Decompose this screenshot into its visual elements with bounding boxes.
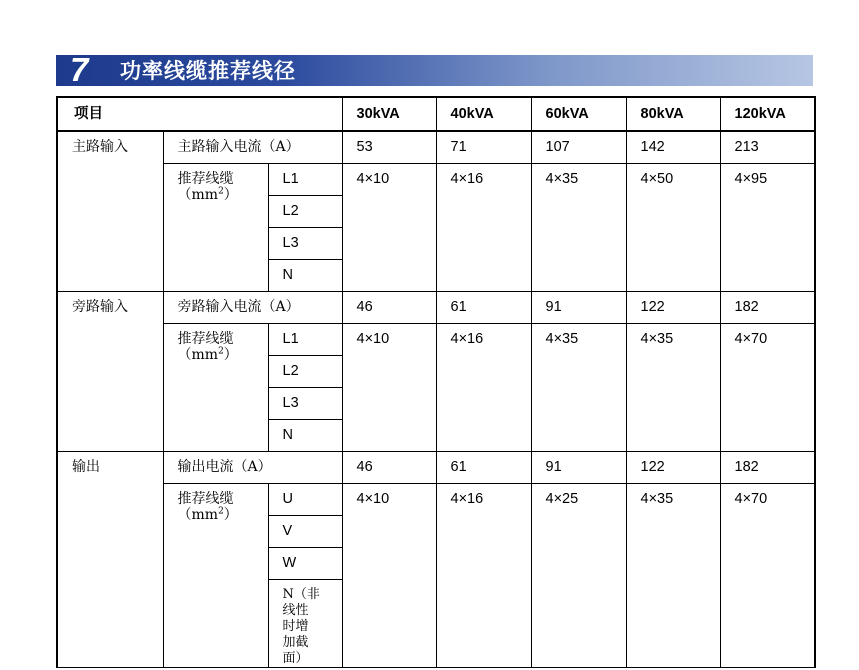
section-title: 功率线缆推荐线径 xyxy=(120,59,296,83)
main-input-cable-60: 4×35 xyxy=(531,163,626,291)
bypass-input-phase-l2: L2 xyxy=(268,355,342,387)
bypass-input-cable-30: 4×10 xyxy=(342,323,436,451)
section-number: 7 xyxy=(70,51,89,88)
bypass-input-phase-l1: L1 xyxy=(268,323,342,355)
cable-unit-sup: 2 xyxy=(218,505,224,516)
bypass-input-cable-60: 4×35 xyxy=(531,323,626,451)
main-input-phase-l1: L1 xyxy=(268,163,342,195)
bypass-input-phase-n: N xyxy=(268,419,342,451)
bypass-input-phase-l3: L3 xyxy=(268,387,342,419)
output-phase-n-nonlinear xyxy=(268,579,342,667)
cable-unit: （mm xyxy=(177,346,219,363)
table-row xyxy=(57,451,815,483)
header-col-60kva: 60kVA xyxy=(531,97,626,131)
header-col-80kva: 80kVA xyxy=(626,97,720,131)
cable-label-line1: 推荐线缆 xyxy=(177,330,234,347)
output-current-60: 91 xyxy=(531,451,626,483)
header-col-120kva: 120kVA xyxy=(720,97,815,131)
bypass-input-current-label: 旁路输入电流（A） xyxy=(163,291,342,323)
output-cable-30: 4×10 xyxy=(342,483,436,667)
n-note-line3: 时增 xyxy=(282,618,309,634)
output-current-40: 61 xyxy=(436,451,531,483)
main-input-current-60: 107 xyxy=(531,131,626,163)
bypass-input-current-80: 122 xyxy=(626,291,720,323)
output-current-30: 46 xyxy=(342,451,436,483)
bypass-input-current-40: 61 xyxy=(436,291,531,323)
bypass-input-label: 旁路输入 xyxy=(57,291,163,451)
n-note-line1: N（非 xyxy=(282,586,320,602)
main-input-cable-80: 4×50 xyxy=(626,163,720,291)
output-phase-w: W xyxy=(268,547,342,579)
cable-label-line2 xyxy=(178,187,238,203)
output-phase-u: U xyxy=(268,483,342,515)
output-cable-120: 4×70 xyxy=(720,483,815,667)
output-label: 输出 xyxy=(57,451,163,667)
cable-unit-close: ） xyxy=(223,186,238,203)
bypass-input-current-30: 46 xyxy=(342,291,436,323)
main-input-cable-label xyxy=(163,163,268,291)
bypass-input-current-120: 182 xyxy=(720,291,815,323)
main-input-current-120: 213 xyxy=(720,131,815,163)
output-current-80: 122 xyxy=(626,451,720,483)
cable-spec-table xyxy=(56,96,816,668)
table-row xyxy=(57,483,815,515)
bypass-input-cable-80: 4×35 xyxy=(626,323,720,451)
output-cable-40: 4×16 xyxy=(436,483,531,667)
cable-label-line1: 推荐线缆 xyxy=(177,170,234,187)
bypass-input-cable-40: 4×16 xyxy=(436,323,531,451)
output-cable-80: 4×35 xyxy=(626,483,720,667)
main-input-current-label: 主路输入电流（A） xyxy=(163,131,342,163)
main-input-current-40: 71 xyxy=(436,131,531,163)
table-row xyxy=(57,291,815,323)
output-current-label: 输出电流（A） xyxy=(163,451,342,483)
table-row xyxy=(57,163,815,195)
bypass-input-cable-120: 4×70 xyxy=(720,323,815,451)
main-input-phase-l2: L2 xyxy=(268,195,342,227)
main-input-phase-l3: L3 xyxy=(268,227,342,259)
main-input-cable-40: 4×16 xyxy=(436,163,531,291)
cable-label-line2 xyxy=(178,507,238,523)
cable-unit-close: ） xyxy=(223,506,238,523)
cable-unit: （mm xyxy=(177,506,219,523)
n-note-line5: 面） xyxy=(282,650,309,666)
cable-unit: （mm xyxy=(177,186,219,203)
bypass-input-current-60: 91 xyxy=(531,291,626,323)
header-item: 项目 xyxy=(57,97,342,131)
table-row xyxy=(57,323,815,355)
main-input-cable-30: 4×10 xyxy=(342,163,436,291)
main-input-current-30: 53 xyxy=(342,131,436,163)
main-input-label: 主路输入 xyxy=(57,131,163,291)
header-col-40kva: 40kVA xyxy=(436,97,531,131)
cable-unit-sup: 2 xyxy=(218,345,224,356)
cable-unit-close: ） xyxy=(223,346,238,363)
output-cable-60: 4×25 xyxy=(531,483,626,667)
header-col-30kva: 30kVA xyxy=(342,97,436,131)
cable-label-line2 xyxy=(178,347,238,363)
main-input-current-80: 142 xyxy=(626,131,720,163)
main-input-cable-120: 4×95 xyxy=(720,163,815,291)
cable-unit-sup: 2 xyxy=(218,185,224,196)
cable-label-line1: 推荐线缆 xyxy=(177,490,234,507)
output-cable-label xyxy=(163,483,268,667)
n-note-line4: 加截 xyxy=(282,634,309,650)
output-current-120: 182 xyxy=(720,451,815,483)
table-row xyxy=(57,131,815,163)
table-header-row xyxy=(57,97,815,131)
section-header xyxy=(56,51,813,88)
main-input-phase-n: N xyxy=(268,259,342,291)
bypass-input-cable-label xyxy=(163,323,268,451)
output-phase-v: V xyxy=(268,515,342,547)
n-note-line2: 线性 xyxy=(282,602,309,618)
